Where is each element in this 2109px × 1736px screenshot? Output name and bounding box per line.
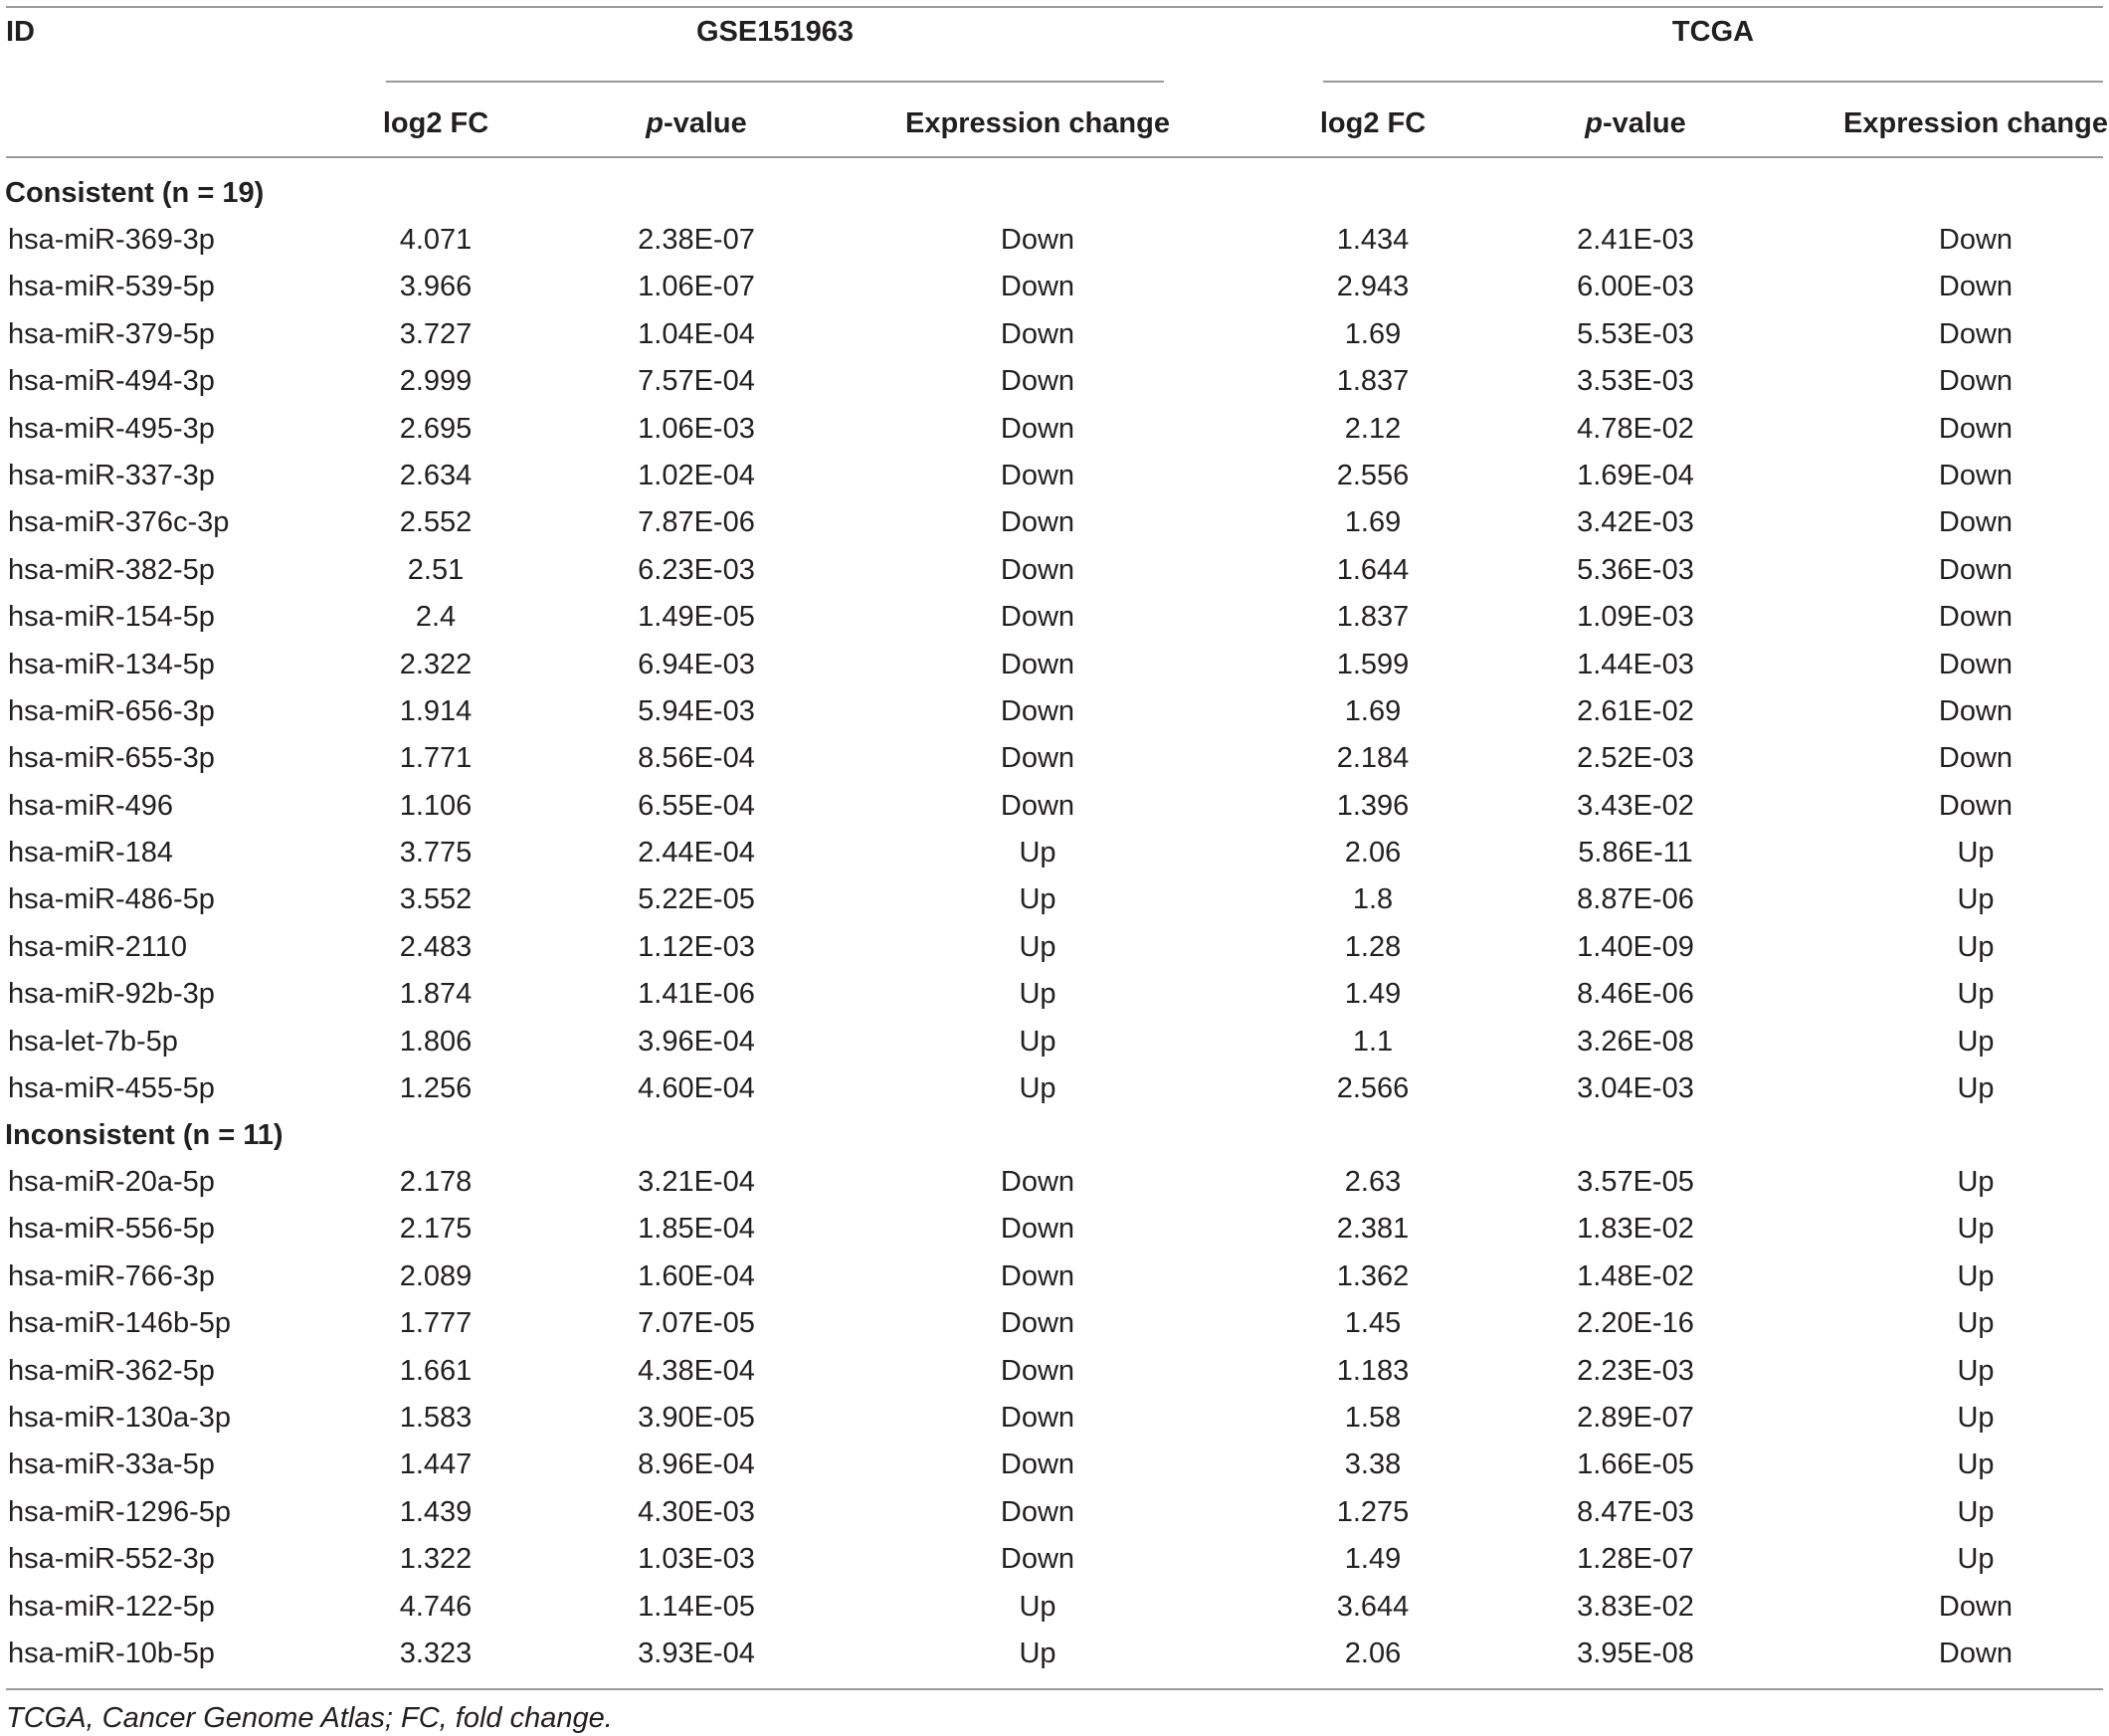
tcga-expression-change-cell: Down <box>1938 789 2013 822</box>
mirna-id-cell: hsa-miR-382-5p <box>8 553 215 586</box>
mirna-id-cell: hsa-let-7b-5p <box>8 1025 178 1058</box>
tcga-log2fc-cell: 1.69 <box>1344 317 1402 350</box>
tcga-log2fc-cell: 1.8 <box>1352 883 1394 916</box>
tcga-expression-change-cell: Up <box>1957 930 1995 963</box>
gse-expression-change-cell: Down <box>1000 1543 1075 1576</box>
gse-pvalue-cell: 6.94E-03 <box>638 648 755 680</box>
gse-expression-change-cell: Down <box>1000 224 1075 256</box>
tcga-log2fc-cell: 1.49 <box>1344 978 1402 1011</box>
gse-log2fc-cell: 2.483 <box>399 930 473 963</box>
gse-pvalue-cell: 2.38E-07 <box>638 224 755 256</box>
gse-pvalue-cell: 8.96E-04 <box>638 1448 755 1481</box>
mirna-id-cell: hsa-miR-184 <box>8 837 173 869</box>
tcga-expression-change-cell: Down <box>1938 694 2013 727</box>
gse-log2fc-cell: 1.106 <box>399 789 473 822</box>
gse-pvalue-cell: 3.93E-04 <box>638 1637 755 1669</box>
gse-pvalue-cell: 1.14E-05 <box>638 1590 755 1623</box>
tcga-expression-change-cell: Down <box>1938 459 2013 491</box>
gse-expression-change-cell: Down <box>1000 648 1075 680</box>
gse-expression-change-cell: Down <box>1000 459 1075 491</box>
tcga-log2fc-cell: 1.396 <box>1336 789 1410 822</box>
tcga-log2fc-cell: 1.183 <box>1336 1354 1410 1387</box>
table-top-rule <box>6 6 2103 8</box>
table-row <box>0 222 2109 269</box>
gse-log2fc-cell: 1.661 <box>399 1354 473 1387</box>
tcga-log2fc-cell: 1.837 <box>1336 365 1410 398</box>
gse-log2fc-cell: 1.447 <box>399 1448 473 1481</box>
tcga-pvalue-cell: 8.46E-06 <box>1577 978 1694 1011</box>
gse-pvalue-cell: 5.94E-03 <box>638 694 755 727</box>
mirna-id-cell: hsa-miR-655-3p <box>8 742 215 775</box>
gse-expression-change-cell: Down <box>1000 1495 1075 1528</box>
gse-expression-change-cell: Up <box>1019 1025 1056 1058</box>
tcga-expression-change-cell: Down <box>1938 553 2013 586</box>
mirna-id-cell: hsa-miR-369-3p <box>8 224 215 256</box>
mirna-id-cell: hsa-miR-20a-5p <box>8 1166 215 1198</box>
tcga-log2fc-cell: 2.184 <box>1336 742 1410 775</box>
tcga-log2fc-cell: 1.434 <box>1336 224 1410 256</box>
gse-pvalue-cell: 1.12E-03 <box>638 930 755 963</box>
tcga-expression-change-cell: Up <box>1957 1448 1995 1481</box>
table-row <box>0 504 2109 551</box>
gse-expression-change-cell: Down <box>1000 1354 1075 1387</box>
tcga-log2fc-cell: 2.943 <box>1336 271 1410 303</box>
gse-log2fc-cell: 2.322 <box>399 648 473 680</box>
gse-log2fc-cell: 2.178 <box>399 1166 473 1198</box>
tcga-pvalue-cell: 2.20E-16 <box>1577 1307 1694 1340</box>
tcga-log2fc-cell: 2.566 <box>1336 1072 1410 1105</box>
gse-log2fc-cell: 1.583 <box>399 1401 473 1434</box>
gse-expression-change-cell: Down <box>1000 412 1075 445</box>
table-row <box>0 1447 2109 1493</box>
table-row <box>0 1164 2109 1211</box>
tcga-log2fc-cell: 3.644 <box>1336 1590 1410 1623</box>
group-rule-gse151963 <box>386 81 1164 83</box>
tcga-expression-change-cell: Up <box>1957 1495 1995 1528</box>
tcga-log2fc-cell: 1.58 <box>1344 1401 1402 1434</box>
section-consistent: Consistent (n = 19) <box>5 177 265 209</box>
header-p-rest: -value <box>663 107 747 139</box>
table-row <box>0 1305 2109 1352</box>
gse-pvalue-cell: 8.56E-04 <box>638 742 755 775</box>
gse-expression-change-cell: Down <box>1000 365 1075 398</box>
mirna-id-cell: hsa-miR-556-5p <box>8 1213 215 1246</box>
tcga-expression-change-cell: Down <box>1938 601 2013 634</box>
tcga-pvalue-cell: 5.86E-11 <box>1578 837 1693 869</box>
gse-log2fc-cell: 1.914 <box>399 694 473 727</box>
gse-expression-change-cell: Down <box>1000 742 1075 775</box>
table-row <box>0 552 2109 599</box>
tcga-expression-change-cell: Up <box>1957 1307 1995 1340</box>
table-row <box>0 1589 2109 1636</box>
table-row <box>0 599 2109 646</box>
table-row <box>0 411 2109 458</box>
gse-pvalue-cell: 1.60E-04 <box>638 1259 755 1292</box>
header-p-italic: p <box>646 107 664 139</box>
gse-pvalue-cell: 3.21E-04 <box>638 1166 755 1198</box>
gse-expression-change-cell: Down <box>1000 1448 1075 1481</box>
gse-pvalue-cell: 6.55E-04 <box>638 789 755 822</box>
tcga-expression-change-cell: Down <box>1938 506 2013 539</box>
gse-log2fc-cell: 2.695 <box>399 412 473 445</box>
tcga-expression-change-cell: Down <box>1938 1637 2013 1669</box>
tcga-pvalue-cell: 1.83E-02 <box>1577 1213 1694 1246</box>
mirna-id-cell: hsa-miR-552-3p <box>8 1543 215 1576</box>
tcga-pvalue-cell: 3.95E-08 <box>1577 1637 1694 1669</box>
tcga-log2fc-cell: 1.45 <box>1344 1307 1402 1340</box>
gse-expression-change-cell: Up <box>1019 978 1056 1011</box>
mirna-id-cell: hsa-miR-154-5p <box>8 601 215 634</box>
mirna-id-cell: hsa-miR-496 <box>8 789 173 822</box>
gse-expression-change-cell: Down <box>1000 1213 1075 1246</box>
gse-expression-change-cell: Up <box>1019 1637 1056 1669</box>
gse-log2fc-cell: 3.727 <box>399 317 473 350</box>
gse-log2fc-cell: 2.089 <box>399 1259 473 1292</box>
mirna-id-cell: hsa-miR-494-3p <box>8 365 215 398</box>
tcga-expression-change-cell: Down <box>1938 224 2013 256</box>
group-rule-tcga <box>1323 81 2103 83</box>
tcga-pvalue-cell: 1.28E-07 <box>1577 1543 1694 1576</box>
tcga-expression-change-cell: Up <box>1957 1072 1995 1105</box>
tcga-pvalue-cell: 1.44E-03 <box>1577 648 1694 680</box>
mirna-id-cell: hsa-miR-376c-3p <box>8 506 230 539</box>
gse-log2fc-cell: 1.322 <box>399 1543 473 1576</box>
tcga-log2fc-cell: 1.362 <box>1336 1259 1410 1292</box>
gse-pvalue-cell: 5.22E-05 <box>638 883 755 916</box>
tcga-pvalue-cell: 2.89E-07 <box>1577 1401 1694 1434</box>
tcga-log2fc-cell: 1.644 <box>1336 553 1410 586</box>
tcga-log2fc-cell: 2.63 <box>1344 1166 1402 1198</box>
table-row <box>0 976 2109 1023</box>
table-footnote: TCGA, Cancer Genome Atlas; FC, fold change. <box>6 1702 613 1734</box>
gse-expression-change-cell: Down <box>1000 553 1075 586</box>
tcga-pvalue-cell: 5.53E-03 <box>1577 317 1694 350</box>
table-row <box>0 835 2109 881</box>
tcga-pvalue-cell: 6.00E-03 <box>1577 271 1694 303</box>
gse-pvalue-cell: 1.06E-07 <box>638 271 755 303</box>
gse-expression-change-cell: Up <box>1019 883 1056 916</box>
gse-expression-change-cell: Down <box>1000 789 1075 822</box>
tcga-log2fc-cell: 2.12 <box>1344 412 1402 445</box>
header-p-rest: -value <box>1602 107 1686 139</box>
tcga-expression-change-cell: Up <box>1957 1259 1995 1292</box>
tcga-expression-change-cell: Down <box>1938 1590 2013 1623</box>
gse-log2fc-cell: 1.439 <box>399 1495 473 1528</box>
gse-expression-change-cell: Down <box>1000 1259 1075 1292</box>
table-row <box>0 788 2109 835</box>
gse-log2fc-cell: 1.806 <box>399 1025 473 1058</box>
tcga-pvalue-cell: 8.87E-06 <box>1577 883 1694 916</box>
mirna-id-cell: hsa-miR-455-5p <box>8 1072 215 1105</box>
inconsistent-rows <box>0 1164 2109 1682</box>
table-row <box>0 693 2109 740</box>
tcga-log2fc-cell: 1.1 <box>1352 1025 1394 1058</box>
table-row <box>0 1024 2109 1070</box>
mirna-id-cell: hsa-miR-766-3p <box>8 1259 215 1292</box>
tcga-pvalue-cell: 1.69E-04 <box>1577 459 1694 491</box>
gse-expression-change-cell: Down <box>1000 694 1075 727</box>
tcga-pvalue-cell: 3.04E-03 <box>1577 1072 1694 1105</box>
tcga-log2fc-cell: 1.275 <box>1336 1495 1410 1528</box>
gse-log2fc-cell: 2.51 <box>407 553 465 586</box>
gse-expression-change-cell: Down <box>1000 1401 1075 1434</box>
gse-log2fc-cell: 2.634 <box>399 459 473 491</box>
tcga-pvalue-cell: 1.66E-05 <box>1577 1448 1694 1481</box>
mirna-id-cell: hsa-miR-33a-5p <box>8 1448 215 1481</box>
gse-log2fc-cell: 2.552 <box>399 506 473 539</box>
mirna-id-cell: hsa-miR-539-5p <box>8 271 215 303</box>
gse-pvalue-cell: 1.41E-06 <box>638 978 755 1011</box>
header-expr-gse: Expression change <box>905 107 1170 139</box>
tcga-log2fc-cell: 1.599 <box>1336 648 1410 680</box>
table-row <box>0 1070 2109 1117</box>
header-pvalue-tcga <box>1585 105 1686 141</box>
gse-expression-change-cell: Up <box>1019 930 1056 963</box>
tcga-pvalue-cell: 2.61E-02 <box>1577 694 1694 727</box>
table-row <box>0 1353 2109 1400</box>
tcga-pvalue-cell: 1.40E-09 <box>1577 930 1694 963</box>
gse-log2fc-cell: 3.775 <box>399 837 473 869</box>
gse-expression-change-cell: Down <box>1000 601 1075 634</box>
tcga-expression-change-cell: Down <box>1938 648 2013 680</box>
gse-pvalue-cell: 6.23E-03 <box>638 553 755 586</box>
gse-pvalue-cell: 3.96E-04 <box>638 1025 755 1058</box>
tcga-expression-change-cell: Down <box>1938 412 2013 445</box>
tcga-expression-change-cell: Up <box>1957 1401 1995 1434</box>
tcga-pvalue-cell: 1.48E-02 <box>1577 1259 1694 1292</box>
gse-pvalue-cell: 4.60E-04 <box>638 1072 755 1105</box>
table-row <box>0 881 2109 928</box>
gse-pvalue-cell: 1.49E-05 <box>638 601 755 634</box>
tcga-pvalue-cell: 3.53E-03 <box>1577 365 1694 398</box>
gse-pvalue-cell: 1.04E-04 <box>638 317 755 350</box>
tcga-log2fc-cell: 1.49 <box>1344 1543 1402 1576</box>
mirna-id-cell: hsa-miR-92b-3p <box>8 978 215 1011</box>
tcga-expression-change-cell: Up <box>1957 1166 1995 1198</box>
tcga-pvalue-cell: 5.36E-03 <box>1577 553 1694 586</box>
tcga-pvalue-cell: 3.43E-02 <box>1577 789 1694 822</box>
tcga-expression-change-cell: Up <box>1957 1543 1995 1576</box>
tcga-expression-change-cell: Up <box>1957 1025 1995 1058</box>
table-row <box>0 1211 2109 1257</box>
table-row <box>0 647 2109 693</box>
tcga-log2fc-cell: 3.38 <box>1344 1448 1402 1481</box>
tcga-pvalue-cell: 3.42E-03 <box>1577 506 1694 539</box>
header-log2fc-gse: log2 FC <box>382 107 489 139</box>
gse-pvalue-cell: 7.57E-04 <box>638 365 755 398</box>
tcga-log2fc-cell: 1.28 <box>1344 930 1402 963</box>
mirna-id-cell: hsa-miR-379-5p <box>8 317 215 350</box>
gse-expression-change-cell: Up <box>1019 837 1056 869</box>
gse-pvalue-cell: 4.38E-04 <box>638 1354 755 1387</box>
table-bottom-rule <box>6 1688 2103 1690</box>
tcga-expression-change-cell: Down <box>1938 742 2013 775</box>
header-expr-tcga: Expression change <box>1843 107 2108 139</box>
tcga-pvalue-cell: 4.78E-02 <box>1577 412 1694 445</box>
gse-pvalue-cell: 4.30E-03 <box>638 1495 755 1528</box>
tcga-log2fc-cell: 2.06 <box>1344 1637 1402 1669</box>
header-group-gse151963: GSE151963 <box>695 16 855 48</box>
tcga-expression-change-cell: Down <box>1938 271 2013 303</box>
mirna-id-cell: hsa-miR-656-3p <box>8 694 215 727</box>
gse-log2fc-cell: 2.999 <box>399 365 473 398</box>
tcga-log2fc-cell: 2.06 <box>1344 837 1402 869</box>
gse-pvalue-cell: 1.06E-03 <box>638 412 755 445</box>
tcga-log2fc-cell: 1.69 <box>1344 694 1402 727</box>
tcga-log2fc-cell: 1.69 <box>1344 506 1402 539</box>
header-p-italic: p <box>1585 107 1603 139</box>
mirna-id-cell: hsa-miR-10b-5p <box>8 1637 215 1669</box>
tcga-expression-change-cell: Up <box>1957 1213 1995 1246</box>
gse-pvalue-cell: 7.87E-06 <box>638 506 755 539</box>
gse-expression-change-cell: Up <box>1019 1590 1056 1623</box>
tcga-expression-change-cell: Down <box>1938 365 2013 398</box>
gse-log2fc-cell: 4.746 <box>399 1590 473 1623</box>
table-row <box>0 458 2109 504</box>
tcga-expression-change-cell: Up <box>1957 1354 1995 1387</box>
tcga-pvalue-cell: 3.83E-02 <box>1577 1590 1694 1623</box>
gse-log2fc-cell: 1.771 <box>399 742 473 775</box>
table-row <box>0 1541 2109 1588</box>
tcga-pvalue-cell: 2.52E-03 <box>1577 742 1694 775</box>
gse-log2fc-cell: 3.323 <box>399 1637 473 1669</box>
table-row <box>0 1258 2109 1305</box>
mirna-id-cell: hsa-miR-495-3p <box>8 412 215 445</box>
gse-expression-change-cell: Up <box>1019 1072 1056 1105</box>
header-log2fc-tcga: log2 FC <box>1319 107 1427 139</box>
mirna-id-cell: hsa-miR-337-3p <box>8 459 215 491</box>
mirna-id-cell: hsa-miR-134-5p <box>8 648 215 680</box>
gse-log2fc-cell: 2.175 <box>399 1213 473 1246</box>
tcga-log2fc-cell: 2.381 <box>1336 1213 1410 1246</box>
gse-expression-change-cell: Down <box>1000 317 1075 350</box>
table-row <box>0 1494 2109 1541</box>
gse-expression-change-cell: Down <box>1000 1307 1075 1340</box>
table-row <box>0 1400 2109 1447</box>
gse-pvalue-cell: 7.07E-05 <box>638 1307 755 1340</box>
table-row <box>0 269 2109 315</box>
tcga-pvalue-cell: 3.26E-08 <box>1577 1025 1694 1058</box>
tcga-pvalue-cell: 2.41E-03 <box>1577 224 1694 256</box>
tcga-pvalue-cell: 3.57E-05 <box>1577 1166 1694 1198</box>
gse-expression-change-cell: Down <box>1000 1166 1075 1198</box>
tcga-expression-change-cell: Up <box>1957 883 1995 916</box>
table-row <box>0 1636 2109 1682</box>
gse-log2fc-cell: 3.552 <box>399 883 473 916</box>
mirna-id-cell: hsa-miR-362-5p <box>8 1354 215 1387</box>
table-row <box>0 740 2109 787</box>
gse-log2fc-cell: 2.4 <box>415 601 457 634</box>
gse-log2fc-cell: 4.071 <box>399 224 473 256</box>
gse-pvalue-cell: 1.03E-03 <box>638 1543 755 1576</box>
gse-expression-change-cell: Down <box>1000 271 1075 303</box>
section-inconsistent: Inconsistent (n = 11) <box>5 1119 284 1151</box>
gse-pvalue-cell: 1.85E-04 <box>638 1213 755 1246</box>
tcga-expression-change-cell: Up <box>1957 837 1995 869</box>
tcga-pvalue-cell: 1.09E-03 <box>1577 601 1694 634</box>
mirna-id-cell: hsa-miR-130a-3p <box>8 1401 232 1434</box>
gse-pvalue-cell: 2.44E-04 <box>638 837 755 869</box>
table-row <box>0 316 2109 363</box>
table-row <box>0 929 2109 976</box>
gse-log2fc-cell: 3.966 <box>399 271 473 303</box>
header-pvalue-gse <box>646 105 747 141</box>
mirna-id-cell: hsa-miR-122-5p <box>8 1590 215 1623</box>
mirna-id-cell: hsa-miR-146b-5p <box>8 1307 232 1340</box>
table-row <box>0 363 2109 410</box>
mirna-id-cell: hsa-miR-2110 <box>8 930 187 963</box>
header-bottom-rule <box>6 156 2103 158</box>
gse-expression-change-cell: Down <box>1000 506 1075 539</box>
header-group-tcga: TCGA <box>1671 16 1755 48</box>
gse-log2fc-cell: 1.256 <box>399 1072 473 1105</box>
tcga-pvalue-cell: 8.47E-03 <box>1577 1495 1694 1528</box>
tcga-expression-change-cell: Up <box>1957 978 1995 1011</box>
mirna-id-cell: hsa-miR-1296-5p <box>8 1495 232 1528</box>
gse-log2fc-cell: 1.874 <box>399 978 473 1011</box>
tcga-expression-change-cell: Down <box>1938 317 2013 350</box>
consistent-rows <box>0 222 2109 1117</box>
mirna-id-cell: hsa-miR-486-5p <box>8 883 215 916</box>
tcga-pvalue-cell: 2.23E-03 <box>1577 1354 1694 1387</box>
gse-pvalue-cell: 1.02E-04 <box>638 459 755 491</box>
header-id: ID <box>6 16 35 48</box>
gse-log2fc-cell: 1.777 <box>399 1307 473 1340</box>
gse-pvalue-cell: 3.90E-05 <box>638 1401 755 1434</box>
tcga-log2fc-cell: 1.837 <box>1336 601 1410 634</box>
tcga-log2fc-cell: 2.556 <box>1336 459 1410 491</box>
